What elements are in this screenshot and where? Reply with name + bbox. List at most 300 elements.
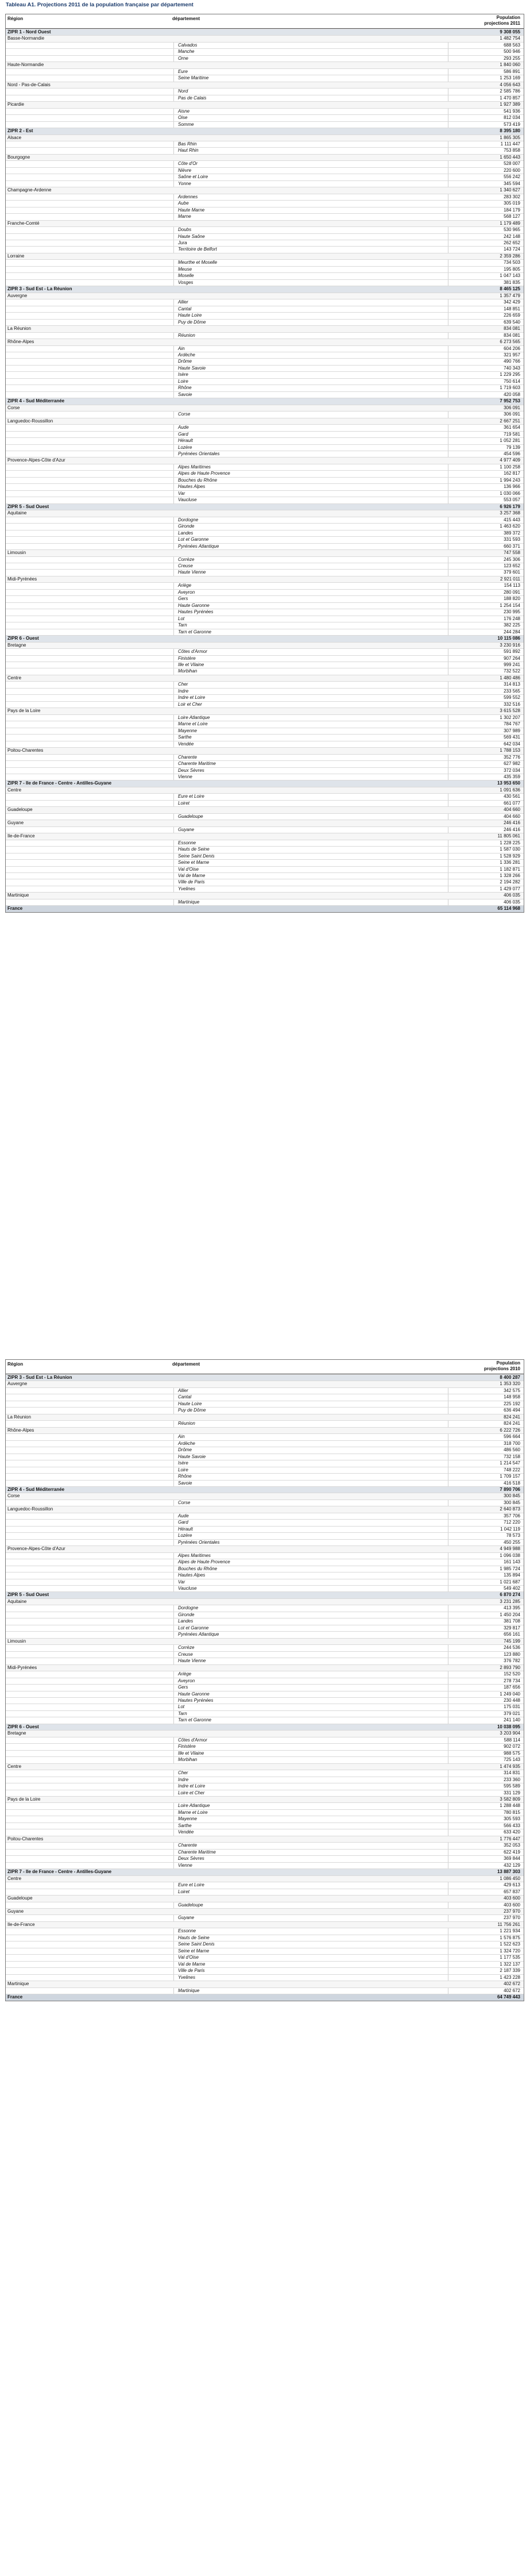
department-row — [6, 1935, 524, 1941]
region-cell: Rhône-Alpes — [7, 1427, 34, 1433]
departement-cell: Orne — [178, 55, 188, 61]
region-cell: ZIPR 1 - Nord Ouest — [7, 29, 51, 34]
region-cell: ZIPR 6 - Ouest — [7, 636, 39, 641]
region-cell: Corse — [7, 1493, 20, 1499]
department-row — [6, 582, 524, 589]
departement-cell: Vienne — [178, 1862, 192, 1868]
population-cell: 1 650 443 — [500, 154, 520, 160]
departement-cell: Haute Garonne — [178, 1691, 210, 1697]
department-row — [6, 563, 524, 569]
population-cell: 454 596 — [504, 451, 520, 456]
region-row — [6, 1981, 524, 1987]
department-row — [6, 1717, 524, 1723]
population-cell: 136 966 — [504, 484, 520, 490]
region-cell: ZIPR 4 - Sud Méditerranée — [7, 1486, 65, 1492]
departement-cell: Ardèche — [178, 352, 195, 357]
population-cell: 1 254 154 — [500, 602, 520, 608]
department-row — [6, 391, 524, 398]
departement-cell: Hautes Pyrénées — [178, 609, 214, 615]
population-cell: 1 214 547 — [500, 1460, 520, 1466]
population-cell: 2 667 251 — [500, 418, 520, 424]
departement-cell: Bouches du Rhône — [178, 1566, 218, 1571]
department-row — [6, 754, 524, 760]
departement-cell: Ardennes — [178, 194, 198, 199]
departement-cell: Finistère — [178, 655, 196, 661]
departement-cell: Aveyron — [178, 1678, 195, 1683]
departement-cell: Lot et Garonne — [178, 537, 209, 543]
departement-cell: Tarn — [178, 622, 187, 628]
population-cell: 541 936 — [504, 108, 520, 114]
department-row — [6, 1889, 524, 1895]
population-cell: 1 021 687 — [500, 1579, 520, 1585]
departement-cell: Hautes Alpes — [178, 1572, 206, 1578]
region-cell: Lorraine — [7, 253, 25, 259]
population-cell: 293 255 — [504, 55, 520, 61]
population-cell: 3 615 528 — [500, 708, 520, 714]
region-cell: Pays de la Loire — [7, 708, 41, 714]
population-cell: 6 222 726 — [500, 1427, 520, 1433]
population-cell: 123 880 — [504, 1651, 520, 1657]
population-cell: 1 788 153 — [500, 748, 520, 753]
region-row — [6, 833, 524, 839]
population-cell: 2 640 873 — [500, 1506, 520, 1512]
population-cell: 1 576 875 — [500, 1935, 520, 1940]
departement-cell: Ardèche — [178, 1440, 195, 1446]
population-cell: 732 522 — [504, 668, 520, 674]
population-cell: 1 177 535 — [500, 1955, 520, 1960]
department-row — [6, 681, 524, 687]
departement-cell: Rhône — [178, 1474, 192, 1479]
population-cell: 1 253 169 — [500, 75, 520, 81]
departement-cell: Indre et Loire — [178, 1783, 206, 1789]
departement-cell: Vendée — [178, 1829, 194, 1835]
department-row — [6, 48, 524, 55]
departement-cell: Somme — [178, 121, 194, 127]
region-cell: Guyane — [7, 820, 24, 826]
department-row — [6, 1566, 524, 1572]
population-cell: 633 420 — [504, 1829, 520, 1835]
region-row — [6, 134, 524, 141]
population-cell: 1 357 479 — [500, 293, 520, 298]
departement-cell: Lozère — [178, 1533, 192, 1539]
population-cell: 244 536 — [504, 1645, 520, 1651]
departement-cell: Gard — [178, 1520, 188, 1525]
department-row — [6, 1809, 524, 1816]
population-cell: 306 091 — [504, 412, 520, 417]
departement-cell: Vendée — [178, 741, 194, 747]
departement-cell: Vienne — [178, 774, 192, 779]
zone-row — [6, 398, 524, 404]
region-row — [6, 418, 524, 424]
population-cell: 283 302 — [504, 194, 520, 199]
zone-row — [6, 286, 524, 292]
department-row — [6, 114, 524, 121]
department-row — [6, 490, 524, 497]
population-cell: 556 242 — [504, 174, 520, 180]
department-row — [6, 728, 524, 734]
departement-cell: Pyrénées Atlantique — [178, 543, 219, 549]
header-population: Population projections 2011 — [484, 15, 520, 26]
departement-cell: Dordogne — [178, 517, 199, 522]
population-cell: 1 328 266 — [500, 873, 520, 878]
population-cell: 784 767 — [504, 721, 520, 727]
departement-cell: Alpes de Haute Provence — [178, 471, 230, 476]
departement-cell: Aube — [178, 201, 189, 206]
region-cell: Midi-Pyrénées — [7, 576, 37, 582]
department-row — [6, 1678, 524, 1684]
population-cell: 1 249 040 — [500, 1691, 520, 1697]
department-row — [6, 1454, 524, 1460]
population-cell: 78 573 — [506, 1533, 520, 1539]
department-row — [6, 1519, 524, 1525]
population-cell: 237 970 — [504, 1915, 520, 1921]
departement-cell: Charente Maritime — [178, 761, 216, 767]
departement-cell: Martinique — [178, 1987, 200, 1993]
region-cell: Limousin — [7, 1638, 26, 1644]
region-cell: Languedoc-Roussillon — [7, 1506, 53, 1512]
departement-cell: Lot — [178, 616, 185, 621]
departement-cell: Cher — [178, 682, 188, 687]
departement-cell: Hautes Pyrénées — [178, 1697, 214, 1703]
population-cell: 406 035 — [504, 899, 520, 905]
population-cell: 154 113 — [504, 583, 520, 589]
population-cell: 1 353 320 — [500, 1381, 520, 1387]
population-cell: 162 817 — [504, 471, 520, 476]
population-cell: 747 558 — [504, 550, 520, 556]
table-header — [6, 1360, 524, 1374]
region-cell: La Réunion — [7, 326, 31, 332]
departement-cell: Haut Rhin — [178, 148, 199, 153]
population-cell: 688 563 — [504, 42, 520, 48]
region-row — [6, 1908, 524, 1914]
population-cell: 622 419 — [504, 1849, 520, 1855]
population-cell: 553 057 — [504, 497, 520, 503]
population-cell: 135 894 — [504, 1572, 520, 1578]
population-cell: 1 840 060 — [500, 62, 520, 68]
region-cell: France — [7, 906, 23, 912]
population-cell: 187 656 — [504, 1685, 520, 1690]
region-cell: Aquitaine — [7, 510, 27, 516]
department-row — [6, 1829, 524, 1835]
department-row — [6, 42, 524, 48]
departement-cell: Loiret — [178, 1889, 190, 1894]
population-cell: 1 096 038 — [500, 1552, 520, 1558]
department-row — [6, 75, 524, 81]
population-cell: 1 587 030 — [500, 847, 520, 852]
population-cell: 1 463 620 — [500, 524, 520, 529]
region-cell: La Réunion — [7, 1414, 31, 1420]
departement-cell: Martinique — [178, 899, 200, 905]
population-cell: 148 958 — [504, 1394, 520, 1400]
population-cell: 1 228 225 — [500, 840, 520, 845]
population-cell: 225 192 — [504, 1401, 520, 1406]
population-cell: 1 052 281 — [500, 438, 520, 444]
department-row — [6, 1579, 524, 1585]
population-cell: 361 654 — [504, 425, 520, 430]
region-row — [6, 747, 524, 753]
region-row — [6, 892, 524, 898]
department-row — [6, 523, 524, 529]
department-row — [6, 345, 524, 352]
department-row — [6, 299, 524, 305]
region-row — [6, 708, 524, 714]
region-cell: Provence-Alpes-Côte d'Azur — [7, 1546, 65, 1552]
population-cell: 1 450 204 — [500, 1612, 520, 1617]
population-cell: 435 359 — [504, 774, 520, 779]
population-cell: 262 652 — [504, 240, 520, 245]
departement-cell: Vaucluse — [178, 497, 197, 503]
population-cell: 13 953 650 — [497, 781, 520, 786]
department-row — [6, 1777, 524, 1783]
department-row — [6, 1631, 524, 1637]
population-cell: 152 520 — [504, 1671, 520, 1677]
population-cell: 1 340 627 — [500, 187, 520, 193]
population-cell: 573 419 — [504, 121, 520, 127]
zone-row — [6, 503, 524, 510]
departement-cell: Bouches du Rhône — [178, 477, 218, 483]
region-row — [6, 457, 524, 463]
population-cell: 1 221 934 — [500, 1928, 520, 1934]
departement-cell: Seine et Marne — [178, 1948, 210, 1954]
population-cell: 824 241 — [504, 1421, 520, 1427]
departement-cell: Rhône — [178, 385, 192, 391]
departement-cell: Loire Atlantique — [178, 1803, 210, 1809]
region-cell: ZIPR 4 - Sud Méditerranée — [7, 398, 65, 404]
population-cell: 834 081 — [504, 332, 520, 338]
population-cell: 220 600 — [504, 167, 520, 173]
departement-cell: Pyrénées Orientales — [178, 1539, 220, 1545]
region-row — [6, 549, 524, 556]
population-cell: 1 047 143 — [500, 273, 520, 279]
department-row — [6, 451, 524, 457]
region-cell: Champagne-Ardenne — [7, 187, 52, 193]
departement-cell: Sarthe — [178, 735, 192, 740]
departement-cell: Charente — [178, 1843, 197, 1848]
departement-cell: Moselle — [178, 273, 194, 279]
population-cell: 636 494 — [504, 1408, 520, 1413]
population-cell: 175 031 — [504, 1704, 520, 1710]
population-cell: 1 322 137 — [500, 1961, 520, 1967]
department-row — [6, 352, 524, 358]
population-cell: 530 965 — [504, 227, 520, 233]
department-row — [6, 1948, 524, 1954]
department-row — [6, 259, 524, 266]
population-cell: 402 672 — [504, 1987, 520, 1993]
departement-cell: Haute Loire — [178, 313, 202, 318]
population-cell: 1 709 157 — [500, 1474, 520, 1479]
zone-row — [6, 1486, 524, 1493]
population-cell: 11 756 261 — [497, 1921, 520, 1927]
department-row — [6, 483, 524, 490]
population-cell: 10 115 086 — [497, 636, 520, 641]
region-row — [6, 1763, 524, 1770]
departement-cell: Seine Saint Denis — [178, 853, 215, 859]
departement-cell: Cantal — [178, 1394, 192, 1400]
department-row — [6, 477, 524, 483]
departement-cell: Lozère — [178, 444, 192, 450]
region-cell: ZIPR 3 - Sud Est - La Réunion — [7, 286, 72, 292]
population-cell: 1 528 929 — [500, 853, 520, 859]
departement-cell: Ville de Paris — [178, 1968, 205, 1974]
population-cell: 568 127 — [504, 214, 520, 220]
population-cell: 195 805 — [504, 266, 520, 272]
departement-cell: Mayenne — [178, 728, 197, 733]
departement-cell: Yvelines — [178, 886, 195, 891]
population-cell: 486 560 — [504, 1447, 520, 1453]
region-cell: Centre — [7, 675, 22, 680]
population-cell: 65 114 968 — [497, 906, 520, 912]
population-cell: 1 480 486 — [500, 675, 520, 680]
population-cell: 3 582 809 — [500, 1797, 520, 1802]
department-row — [6, 365, 524, 371]
department-row — [6, 1401, 524, 1407]
department-row — [6, 1500, 524, 1506]
department-row — [6, 1770, 524, 1776]
population-cell: 725 143 — [504, 1757, 520, 1763]
region-row — [6, 820, 524, 826]
departement-cell: Var — [178, 1579, 185, 1585]
population-cell: 382 225 — [504, 622, 520, 628]
department-row — [6, 1928, 524, 1934]
population-cell: 834 081 — [504, 326, 520, 332]
departement-cell: Manche — [178, 49, 195, 55]
population-cell: 2 921 011 — [500, 576, 520, 582]
department-row — [6, 411, 524, 417]
population-cell: 740 343 — [504, 365, 520, 371]
population-cell: 280 091 — [504, 589, 520, 595]
region-row — [6, 253, 524, 259]
population-cell: 415 443 — [504, 517, 520, 522]
population-cell: 430 561 — [504, 794, 520, 799]
departement-cell: Aude — [178, 1513, 189, 1518]
population-cell: 246 416 — [504, 820, 520, 826]
region-cell: Ile-de-France — [7, 1921, 35, 1927]
department-row — [6, 741, 524, 747]
population-cell: 528 007 — [504, 161, 520, 167]
department-row — [6, 543, 524, 549]
departement-cell: Allier — [178, 299, 188, 305]
department-row — [6, 1862, 524, 1868]
department-row — [6, 1433, 524, 1440]
population-cell: 1 776 447 — [500, 1836, 520, 1841]
department-row — [6, 1783, 524, 1789]
population-cell: 329 817 — [504, 1625, 520, 1631]
departement-cell: Mayenne — [178, 1816, 197, 1822]
department-row — [6, 1849, 524, 1855]
departement-cell: Ariège — [178, 583, 192, 589]
population-cell: 1 302 207 — [500, 714, 520, 720]
departement-cell: Hauts de Seine — [178, 847, 210, 852]
departement-cell: Hautes Alpes — [178, 484, 206, 490]
population-cell: 4 949 988 — [500, 1546, 520, 1552]
population-cell: 300 845 — [504, 1493, 520, 1499]
departement-cell: Deux Sèvres — [178, 1856, 204, 1862]
department-row — [6, 569, 524, 575]
departement-cell: Haute Garonne — [178, 602, 210, 608]
department-row — [6, 767, 524, 774]
department-row — [6, 760, 524, 767]
departement-cell: Morbihan — [178, 668, 198, 674]
departement-cell: Guyane — [178, 1915, 195, 1921]
department-row — [6, 424, 524, 430]
population-cell: 1 086 450 — [500, 1875, 520, 1881]
region-cell: Centre — [7, 1875, 22, 1881]
population-cell: 6 870 274 — [500, 1592, 520, 1598]
total-row — [6, 1994, 524, 2000]
region-row — [6, 642, 524, 648]
population-cell: 357 706 — [504, 1513, 520, 1518]
departement-cell: Yvelines — [178, 1974, 195, 1980]
departement-cell: Gers — [178, 596, 188, 602]
region-row — [6, 1545, 524, 1552]
department-row — [6, 1823, 524, 1829]
region-cell: Basse-Normandie — [7, 36, 45, 41]
population-cell: 3 231 285 — [500, 1598, 520, 1604]
department-row — [6, 1750, 524, 1756]
departement-cell: Vosges — [178, 279, 194, 285]
population-cell: 2 187 339 — [500, 1968, 520, 1974]
department-row — [6, 497, 524, 503]
population-cell: 245 306 — [504, 556, 520, 562]
population-cell: 314 831 — [504, 1770, 520, 1776]
region-cell: ZIPR 5 - Sud Ouest — [7, 1592, 49, 1598]
population-cell: 591 892 — [504, 649, 520, 655]
header-population: Population projections 2010 — [483, 1360, 520, 1371]
departement-cell: Corrèze — [178, 556, 195, 562]
population-cell: 233 360 — [504, 1777, 520, 1782]
departement-cell: Cher — [178, 1770, 188, 1776]
population-cell: 188 820 — [504, 596, 520, 602]
department-row — [6, 1842, 524, 1848]
department-row — [6, 530, 524, 536]
departement-cell: Alpes Maritimes — [178, 464, 211, 470]
population-cell: 389 372 — [504, 530, 520, 536]
population-cell: 566 433 — [504, 1823, 520, 1828]
zone-row — [6, 1724, 524, 1730]
department-row — [6, 1513, 524, 1519]
department-row — [6, 1440, 524, 1447]
population-cell: 1 179 489 — [500, 220, 520, 226]
population-cell: 732 158 — [504, 1454, 520, 1459]
departement-cell: Nièvre — [178, 167, 192, 173]
departement-cell: Eure et Loire — [178, 794, 204, 799]
department-row — [6, 246, 524, 252]
region-cell: Guadeloupe — [7, 807, 33, 813]
population-cell: 352 776 — [504, 754, 520, 760]
departement-cell: Ille et Vilaine — [178, 662, 204, 667]
departement-cell: Gironde — [178, 1612, 195, 1617]
department-row — [6, 800, 524, 806]
department-row — [6, 1737, 524, 1743]
departement-cell: Haute Marne — [178, 207, 205, 213]
department-row — [6, 859, 524, 866]
department-row — [6, 886, 524, 892]
population-cell: 318 700 — [504, 1440, 520, 1446]
department-row — [6, 147, 524, 153]
region-cell: Limousin — [7, 550, 26, 556]
department-row — [6, 226, 524, 233]
region-row — [6, 405, 524, 411]
department-row — [6, 1407, 524, 1413]
departement-cell: Cantal — [178, 306, 192, 312]
department-row — [6, 464, 524, 470]
department-row — [6, 272, 524, 279]
region-row — [6, 1921, 524, 1928]
department-row — [6, 1941, 524, 1947]
population-cell: 812 034 — [504, 115, 520, 121]
region-row — [6, 35, 524, 41]
population-cell: 660 371 — [504, 543, 520, 549]
